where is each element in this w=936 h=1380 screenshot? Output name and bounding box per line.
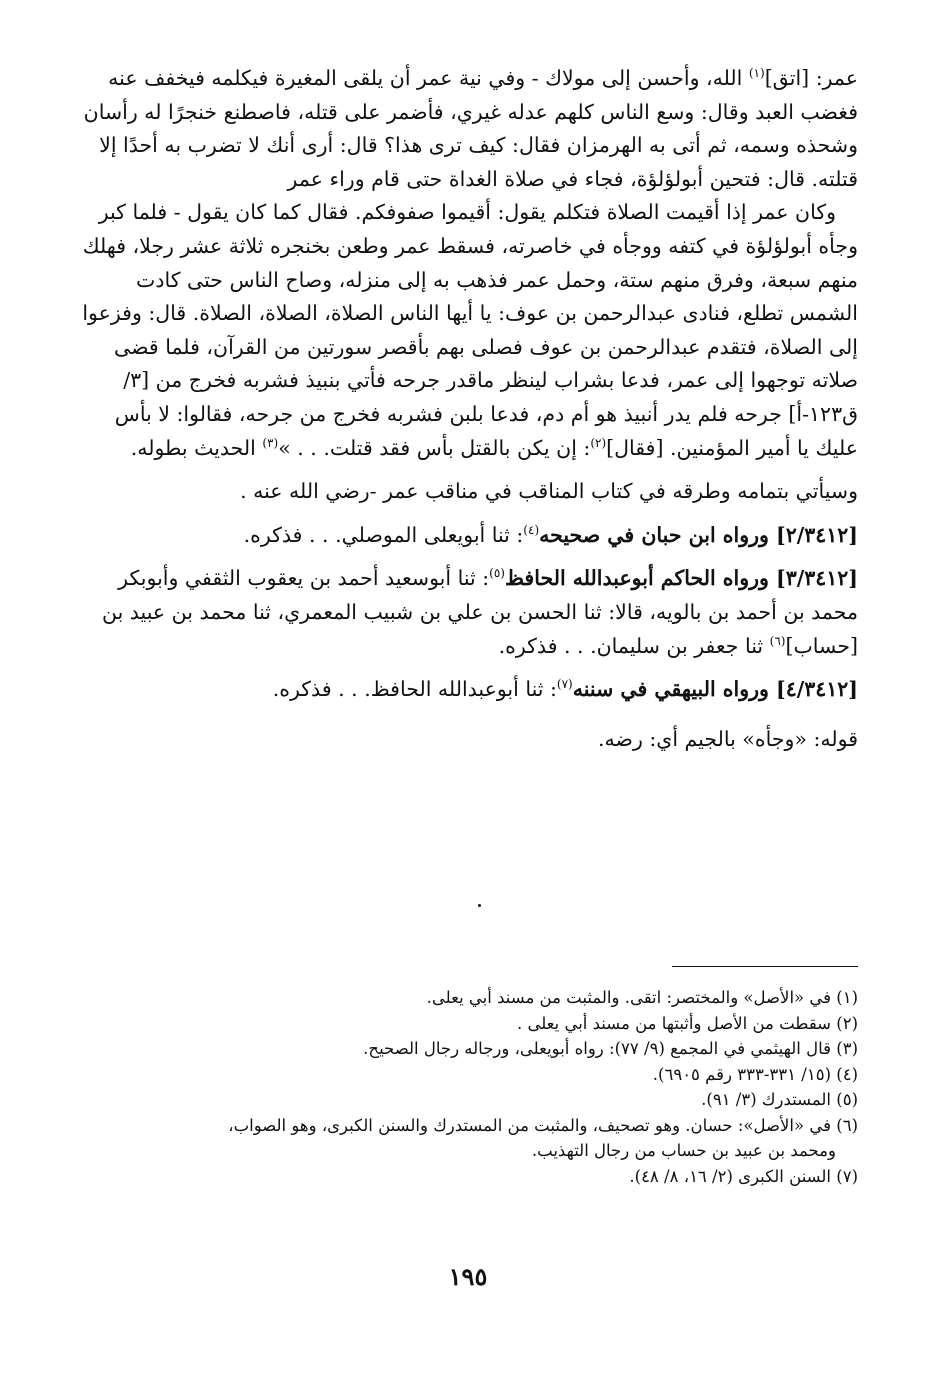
footnote-ref: (٧) bbox=[556, 677, 573, 692]
footnote-ref: (٢) bbox=[590, 435, 607, 450]
footnote-text: (٢) سقطت من الأصل وأثبتها من مسند أبي يعلى . bbox=[516, 1013, 858, 1033]
hadith-heading: [٤/٣٤١٢] ورواه البيهقي في سننه bbox=[572, 677, 858, 702]
footnote bbox=[68, 1036, 858, 1062]
footnote-ref: (٣) bbox=[262, 435, 279, 450]
text-run: الحديث بطوله. bbox=[130, 435, 263, 460]
hadith-heading: [٣/٣٤١٢] ورواه الحاكم أبوعبدالله الحافظ bbox=[504, 566, 858, 591]
hadith-heading: [٢/٣٤١٢] ورواه ابن حبان في صحيحه bbox=[539, 522, 858, 547]
text-run: عمر: [اتق] bbox=[764, 66, 858, 90]
footnotes bbox=[68, 985, 858, 1189]
paragraph bbox=[68, 62, 858, 196]
text-run: : ثنا أبويعلى الموصلي. . . فذكره. bbox=[243, 522, 524, 547]
footnote-text: (٥) المستدرك (٣/ ٩١). bbox=[701, 1090, 858, 1109]
text-run: وكان عمر إذا أقيمت الصلاة فتكلم يقول: أقيموا صفوفكم. فقال كما كان يقول - فلما كبر وجأه أبولؤلؤة في كتفه ووجأه في خاصرته، فسقط عمر وطعن بخنجره ثلاثة عشر رجلا، فهلك منهم سبعة، وفرق منهم ستة، وحمل عمر فذهب به إلى منزله، وصاح الناس حتى كادت الشمس تطلع، فنادى عبدالرحمن بن عوف: يا أيها الناس الصلاة، الصلاة، الصلاة. قال: وفزعوا إلى الصلاة، فتقدم عبدالرحمن بن عوف فصلى بهم بأقصر سورتين من القرآن، فلما قضى صلاته توجهوا إلى عمر، فدعا بشراب لينظر ماقدر جرحه فأتي بنبيذ فشربه فخرج من [٣/ق١٢٣-أ] جرحه فلم يدر أنبيذ هو أم دم، فدعا بلبن فشربه فخرج من جرحه، فقالوا: لا بأس عليك يا أمير المؤمنين. [فقال] bbox=[82, 200, 858, 460]
paragraph bbox=[68, 562, 858, 663]
footnote-text: (١) في «الأصل» والمختصر: اتقى. والمثبت من مسند أبي يعلى. bbox=[426, 988, 858, 1007]
footnote-text: (٦) في «الأصل»: حسان. وهو تصحيف، والمثبت من المستدرك والسنن الكبرى، وهو الصواب، bbox=[228, 1115, 858, 1135]
text-run: : إن يكن بالقتل بأس فقد قتلت. . . » bbox=[278, 435, 591, 460]
footnote-text: (٧) السنن الكبرى (٢/ ١٦، ٨/ ٤٨). bbox=[629, 1166, 858, 1186]
footnote-text: (٤) (١٥/ ٣٣١-٣٣٣ رقم ٦٩٠٥). bbox=[652, 1064, 858, 1084]
paragraph bbox=[68, 519, 858, 553]
footnote bbox=[68, 985, 858, 1011]
footnote-ref: (٦) bbox=[769, 633, 786, 648]
text-run: قوله: «وجأه» بالجيم أي: رضه. bbox=[598, 726, 858, 751]
paragraph bbox=[68, 673, 858, 707]
footnote-ref: (٥) bbox=[489, 566, 505, 581]
ink-dot bbox=[478, 904, 481, 907]
paragraph bbox=[68, 475, 858, 509]
text-run: وسيأتي بتمامه وطرقه في كتاب المناقب في مناقب عمر -رضي الله عنه . bbox=[240, 479, 858, 504]
footnote bbox=[68, 1062, 858, 1088]
text-run: الله، وأحسن إلى مولاك - وفي نية عمر أن يلقى المغيرة فيكلمه فيخفف عنه فغضب العبد وقال: وسع الناس كلهم عدله غيري، فأضمر على قتله، فاصطنع خنجرًا له رأسان وشحذه وسمه، ثم أتى به الهرمزان فقال: كيف ترى هذا؟ قال: أرى أنك لا تضرب به أحدًا إلا قتلته. قال: فتحين أبولؤلؤة، فجاء في صلاة الغداة حتى قام وراء عمر bbox=[83, 66, 858, 191]
text-run: : ثنا أبوعبدالله الحافظ. . . فذكره. bbox=[272, 677, 557, 702]
footnote-ref: (١) bbox=[748, 66, 765, 81]
footnote bbox=[68, 1087, 858, 1113]
text-run: ثنا جعفر بن سليمان. . . فذكره. bbox=[498, 633, 770, 658]
paragraph bbox=[68, 723, 858, 757]
footnote bbox=[68, 1113, 858, 1139]
footnote-text: (٣) قال الهيثمي في المجمع (٩/ ٧٧): رواه أبويعلى، ورجاله رجال الصحيح. bbox=[363, 1039, 858, 1058]
main-text bbox=[68, 62, 858, 756]
footnote-ref: (٤) bbox=[523, 522, 540, 537]
footnote-separator bbox=[672, 966, 858, 967]
footnote bbox=[68, 1011, 858, 1037]
footnote bbox=[68, 1164, 858, 1190]
paragraph bbox=[68, 196, 858, 465]
text-run: : ثنا أبوسعيد أحمد بن يعقوب الثقفي وأبوبكر محمد بن أحمد بن بالويه، قالا: ثنا الحسن بن علي بن شبيب المعمري، ثنا محمد بن عبيد بن [حساب] bbox=[101, 566, 858, 658]
page-number: ١٩٥ bbox=[448, 1262, 488, 1291]
footnote-continuation: ومحمد بن عبيد بن حساب من رجال التهذيب. bbox=[531, 1141, 836, 1160]
